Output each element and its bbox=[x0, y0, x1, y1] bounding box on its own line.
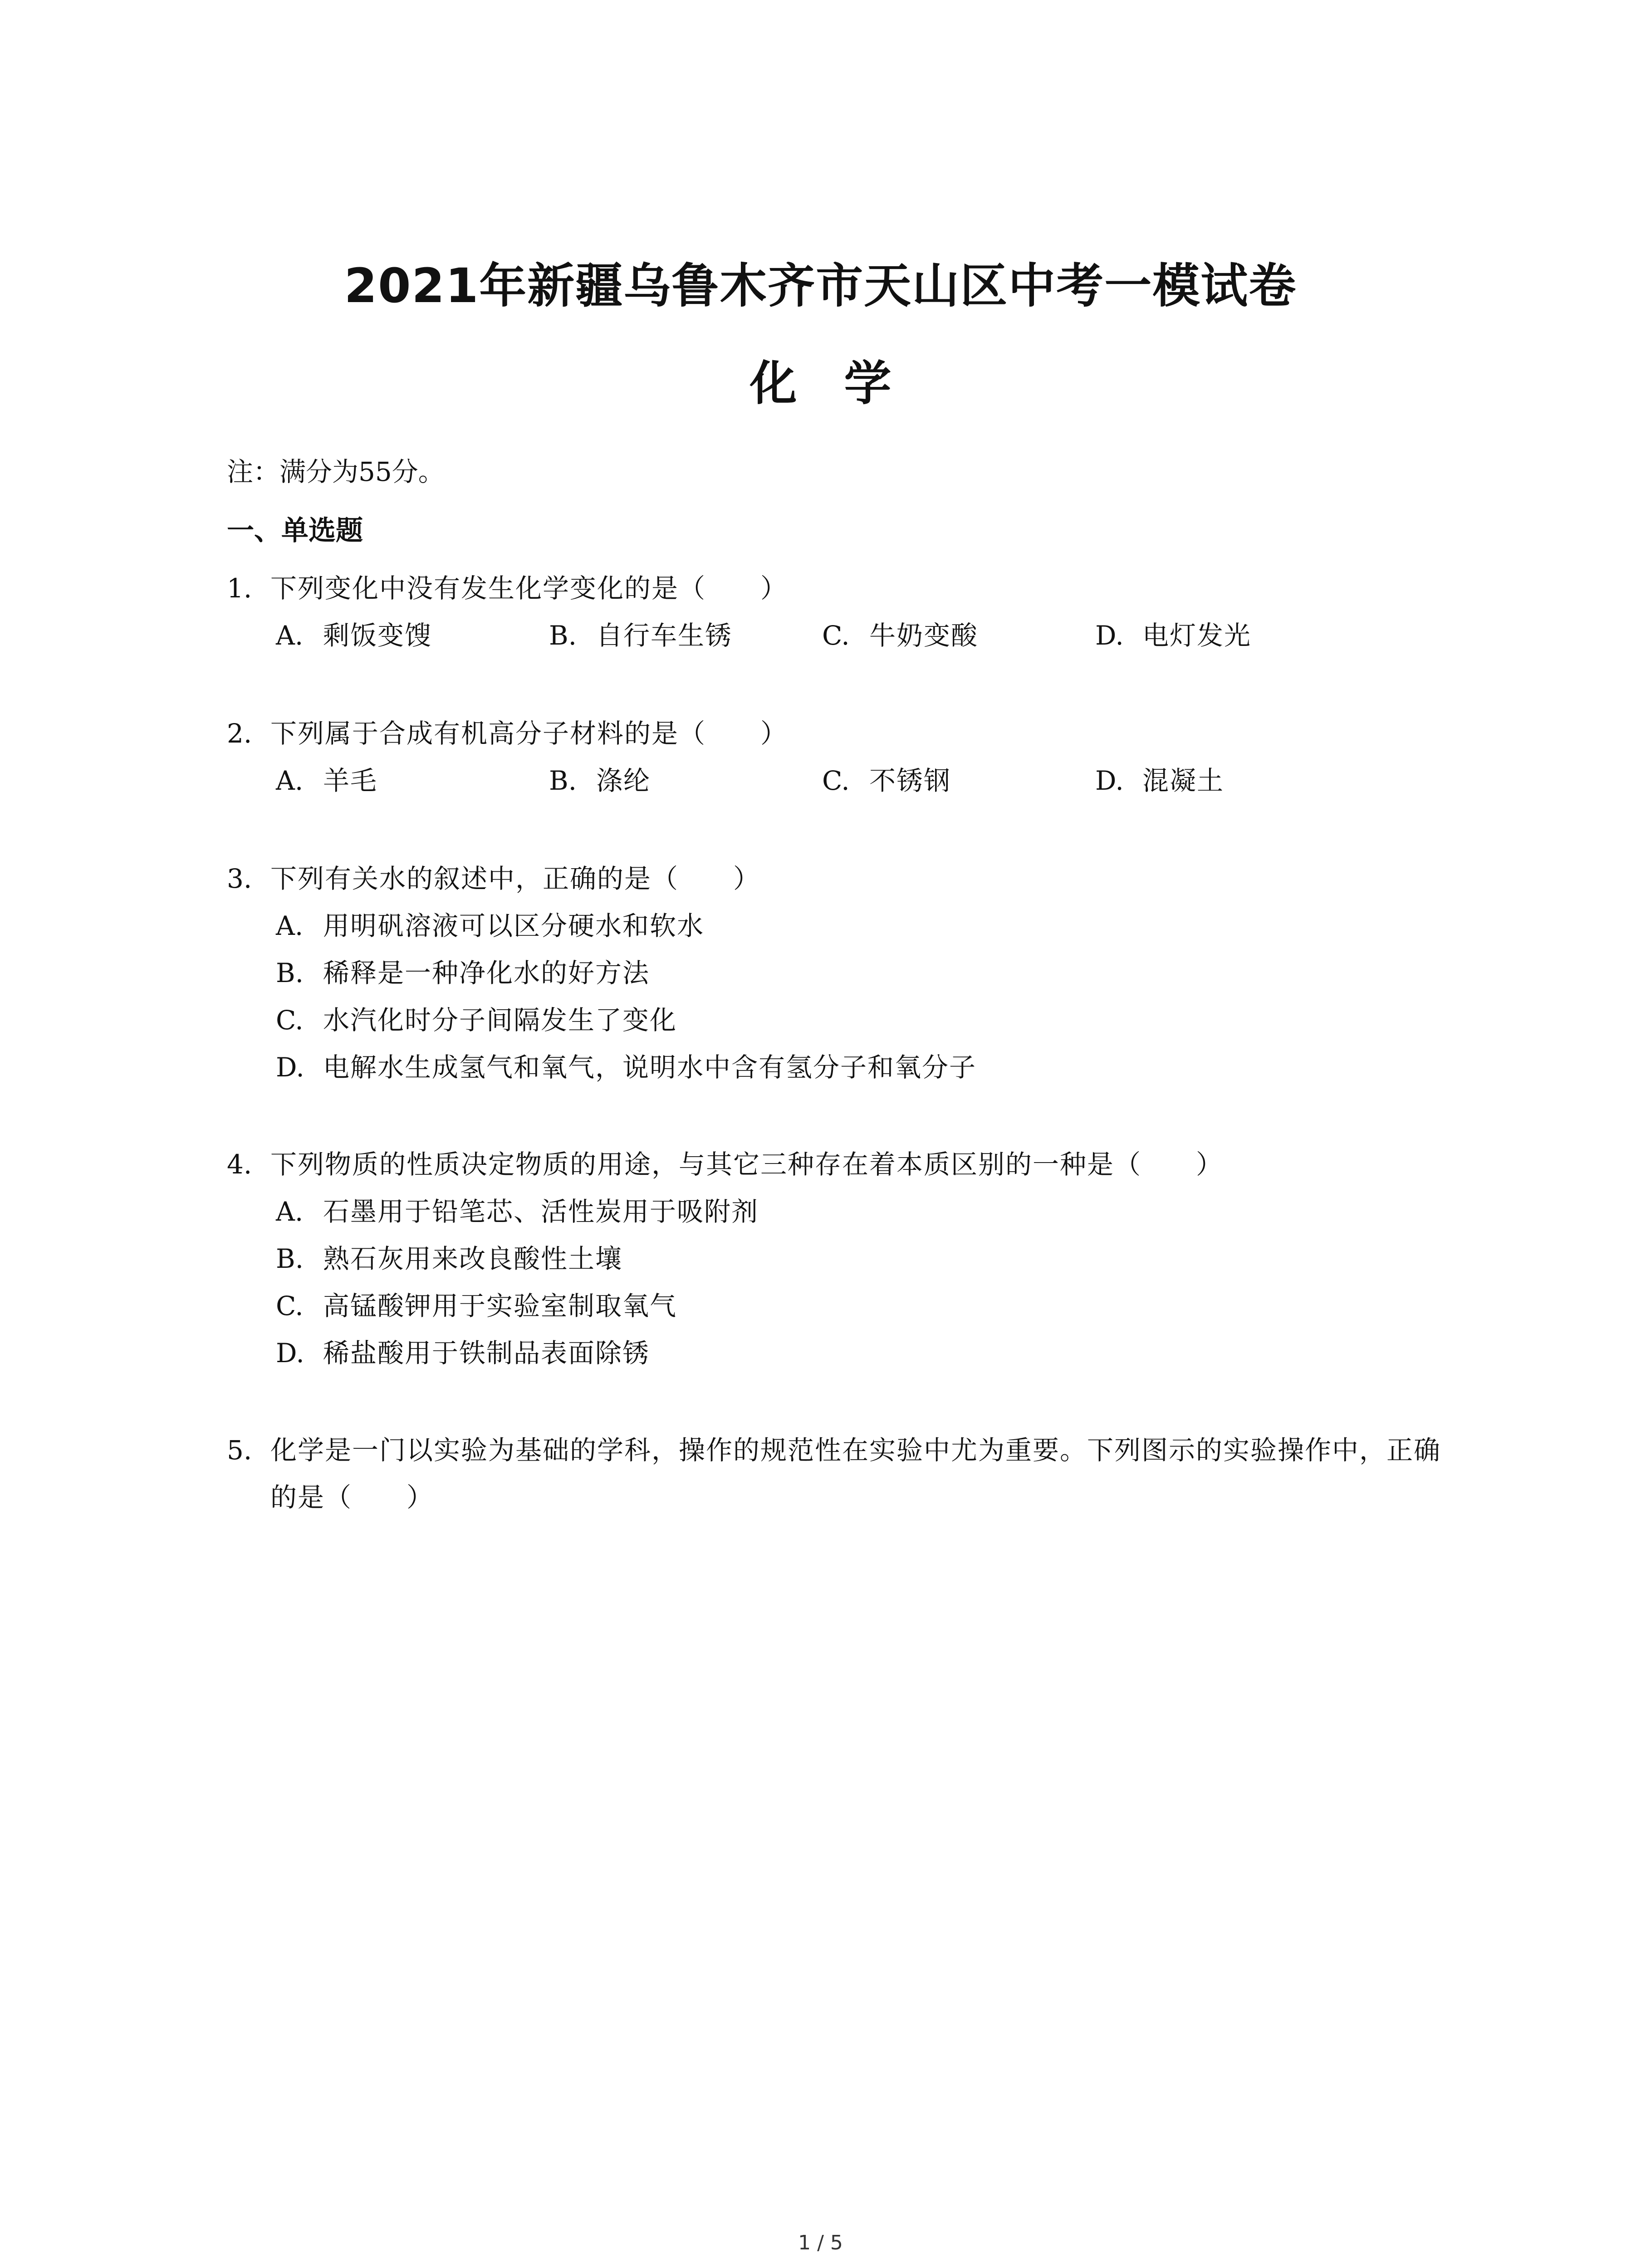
option-text: 电解水生成氢气和氧气，说明水中含有氢分子和氧分子 bbox=[323, 1052, 977, 1083]
options bbox=[227, 612, 1452, 659]
question-text: 下列属于合成有机高分子材料的是（ ） bbox=[270, 718, 788, 749]
option-letter: A. bbox=[276, 765, 304, 796]
options bbox=[227, 757, 1452, 804]
option-c bbox=[276, 997, 1452, 1044]
options bbox=[227, 1188, 1452, 1377]
option-text: 涤纶 bbox=[596, 765, 651, 796]
page-title: 2021年新疆乌鲁木齐市天山区中考一模试卷 bbox=[344, 258, 1297, 313]
option-letter: D. bbox=[276, 1338, 304, 1369]
option-text: 电灯发光 bbox=[1142, 620, 1252, 651]
option-text: 不锈钢 bbox=[869, 765, 951, 796]
option-letter: B. bbox=[549, 765, 577, 796]
option-letter: D. bbox=[276, 1052, 304, 1083]
question-stem bbox=[227, 1141, 1452, 1188]
option-d bbox=[1095, 757, 1368, 804]
option-c bbox=[822, 612, 1095, 659]
question-text: 下列物质的性质决定物质的用途，与其它三种存在着本质区别的一种是（ ） bbox=[270, 1149, 1224, 1180]
option-text: 熟石灰用来改良酸性土壤 bbox=[323, 1243, 623, 1274]
question-number: 5. bbox=[227, 1435, 252, 1466]
option-text: 牛奶变酸 bbox=[869, 620, 979, 651]
question-number: 2. bbox=[227, 718, 252, 749]
option-text: 石墨用于铅笔芯、活性炭用于吸附剂 bbox=[323, 1196, 759, 1227]
option-letter: B. bbox=[549, 620, 577, 651]
option-b bbox=[549, 612, 822, 659]
option-letter: D. bbox=[1095, 620, 1124, 651]
option-text: 水汽化时分子间隔发生了变化 bbox=[323, 1005, 677, 1036]
question-1 bbox=[227, 565, 1452, 659]
option-c bbox=[276, 1282, 1452, 1330]
option-b bbox=[276, 949, 1452, 997]
question-3 bbox=[227, 855, 1452, 1091]
option-letter: A. bbox=[276, 1196, 304, 1227]
option-text: 混凝土 bbox=[1142, 765, 1225, 796]
option-d bbox=[1095, 612, 1368, 659]
option-text: 羊毛 bbox=[323, 765, 378, 796]
option-letter: A. bbox=[276, 620, 304, 651]
question-text: 化学是一门以实验为基础的学科，操作的规范性在实验中尤为重要。下列图示的实验操作中，正确的是（ ） bbox=[270, 1435, 1441, 1513]
question-2 bbox=[227, 710, 1452, 804]
question-4 bbox=[227, 1141, 1452, 1377]
option-text: 用明矾溶液可以区分硬水和软水 bbox=[323, 910, 705, 941]
question-number: 4. bbox=[227, 1149, 252, 1180]
option-b bbox=[549, 757, 822, 804]
option-a bbox=[276, 1188, 1452, 1235]
option-c bbox=[822, 757, 1095, 804]
option-b bbox=[276, 1235, 1452, 1282]
question-text: 下列变化中没有发生化学变化的是（ ） bbox=[270, 573, 788, 604]
option-letter: C. bbox=[822, 620, 850, 651]
section-heading: 一、单选题 bbox=[227, 515, 363, 547]
option-a bbox=[276, 757, 549, 804]
subject-title: 化 学 bbox=[749, 356, 892, 411]
option-letter: B. bbox=[276, 958, 304, 988]
option-a bbox=[276, 902, 1452, 949]
question-number: 3. bbox=[227, 863, 252, 894]
option-text: 高锰酸钾用于实验室制取氧气 bbox=[323, 1290, 677, 1321]
option-text: 稀盐酸用于铁制品表面除锈 bbox=[323, 1338, 650, 1369]
question-stem bbox=[227, 710, 1452, 757]
option-letter: D. bbox=[1095, 765, 1124, 796]
option-text: 稀释是一种净化水的好方法 bbox=[323, 958, 650, 988]
score-note: 注：满分为55分。 bbox=[227, 456, 445, 487]
option-d bbox=[276, 1044, 1452, 1091]
option-letter: C. bbox=[822, 765, 850, 796]
option-text: 剩饭变馊 bbox=[323, 620, 432, 651]
question-stem bbox=[227, 1427, 1452, 1521]
option-a bbox=[276, 612, 549, 659]
option-d bbox=[276, 1330, 1452, 1377]
option-letter: B. bbox=[276, 1243, 304, 1274]
question-text: 下列有关水的叙述中，正确的是（ ） bbox=[270, 863, 761, 894]
question-5 bbox=[227, 1427, 1452, 1521]
option-letter: A. bbox=[276, 910, 304, 941]
question-stem bbox=[227, 855, 1452, 902]
options bbox=[227, 902, 1452, 1091]
option-letter: C. bbox=[276, 1290, 304, 1321]
option-letter: C. bbox=[276, 1005, 304, 1036]
page-number: 1 / 5 bbox=[798, 2231, 843, 2254]
question-number: 1. bbox=[227, 573, 252, 604]
option-text: 自行车生锈 bbox=[596, 620, 733, 651]
question-stem bbox=[227, 565, 1452, 612]
